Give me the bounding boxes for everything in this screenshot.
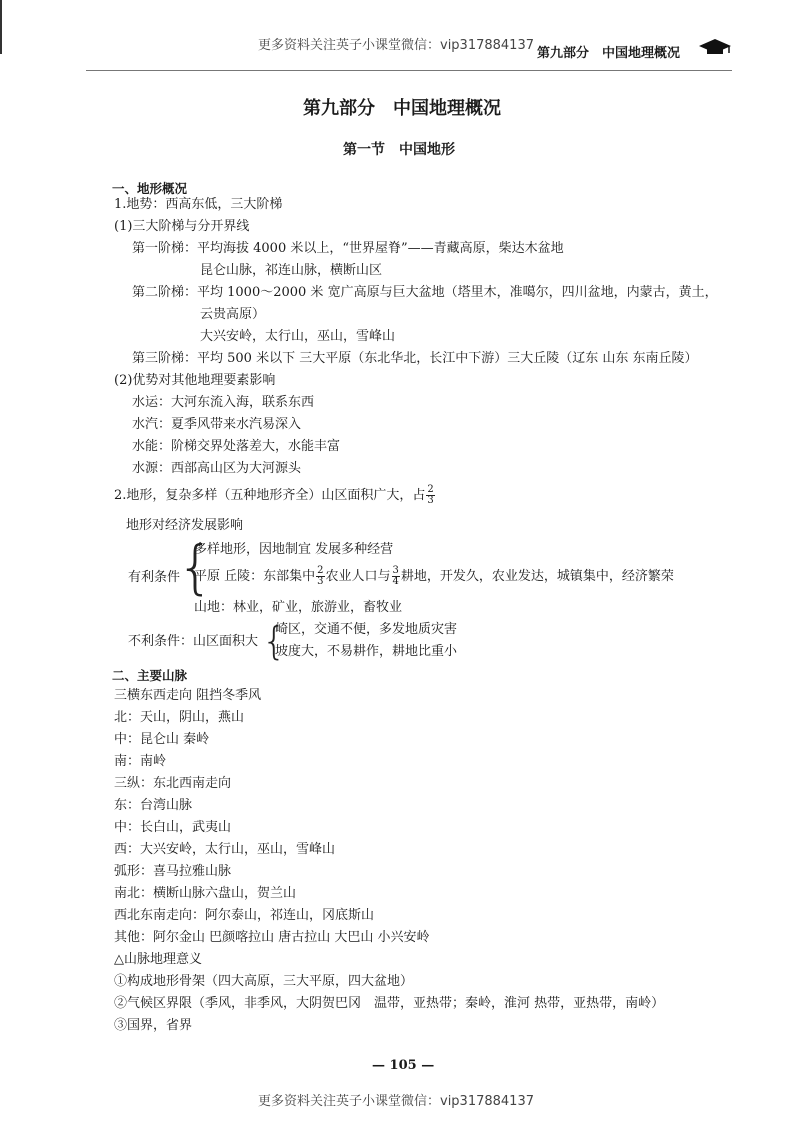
text-line: 三横东西走向 阻挡冬季风 <box>114 688 262 703</box>
text-line: 1.地势：西高东低，三大阶梯 <box>114 197 283 212</box>
scan-edge-line <box>0 0 2 54</box>
page-number: — 105 — <box>372 1058 435 1073</box>
text-line: 北：天山，阴山，燕山 <box>114 710 245 725</box>
text-line: 西北东南走向：阿尔泰山，祁连山，冈底斯山 <box>114 908 375 923</box>
text-line: 多样地形，因地制宜 发展多种经营 <box>194 542 394 557</box>
text-line: 坡度大，不易耕作，耕地比重小 <box>275 644 458 659</box>
text-segment: 耕地，开发久，农业发达，城镇集中，经济繁荣 <box>400 569 674 584</box>
text-line-with-fraction <box>114 485 436 506</box>
advantage-label: 有利条件 <box>128 570 181 585</box>
text-line: 弧形：喜马拉雅山脉 <box>114 864 232 879</box>
fraction-denominator: 3 <box>427 495 434 506</box>
text-line: △山脉地理意义 <box>114 952 202 967</box>
running-title: 第九部分 中国地理概况 <box>537 46 681 61</box>
fraction-numerator: 3 <box>392 565 399 576</box>
heading-mountains: 二、主要山脉 <box>112 668 188 683</box>
fraction-denominator: 3 <box>317 576 324 587</box>
text-line: 地形对经济发展影响 <box>126 518 244 533</box>
text-line: 第三阶梯：平均 500 米以下 三大平原（东北华北，长江中下游）三大丘陵（辽东 山东 东南丘陵） <box>132 351 698 366</box>
text-line: 中：长白山，武夷山 <box>114 820 232 835</box>
text-line: 第二阶梯：平均 1000～2000 米 宽广高原与巨大盆地（塔里木，准噶尔，四川盆地，内蒙古，黄土， <box>132 285 718 300</box>
text-line: 云贵高原） <box>200 307 266 322</box>
text-line: 水能：阶梯交界处落差大，水能丰富 <box>132 439 341 454</box>
text-line: 大兴安岭，太行山，巫山，雪峰山 <box>200 329 396 344</box>
text-line: 南北：横断山脉六盘山，贺兰山 <box>114 886 297 901</box>
fraction-numerator: 2 <box>317 565 324 576</box>
page-title: 第九部分 中国地理概况 <box>303 98 501 119</box>
text-line: 西：大兴安岭，太行山，巫山，雪峰山 <box>114 842 336 857</box>
fraction <box>392 566 400 587</box>
header-watermark: 更多资料关注英子小课堂微信：vip317884137 <box>258 38 534 53</box>
heading-terrain-overview: 一、地形概况 <box>112 181 188 196</box>
text-line: 中：昆仑山 秦岭 <box>114 732 210 747</box>
fraction <box>316 566 324 587</box>
text-line: ①构成地形骨架（四大高原，三大平原，四大盆地） <box>114 974 414 989</box>
text-line: 东：台湾山脉 <box>114 798 193 813</box>
fraction-numerator: 2 <box>427 484 434 495</box>
text-line: 昆仑山脉，祁连山脉，横断山区 <box>200 263 383 278</box>
disadvantage-label: 不利条件：山区面积大 <box>128 634 259 649</box>
fraction-denominator: 4 <box>392 576 399 587</box>
text-line: 崎区，交通不便，多发地质灾害 <box>275 622 458 637</box>
text-segment: 平原 丘陵：东部集中 <box>194 569 316 584</box>
text-segment: 农业人口与 <box>325 569 391 584</box>
text-line: ②气候区界限（季风，非季风，大阴贺巴冈 温带，亚热带；秦岭，淮河 热带，亚热带，南岭） <box>114 996 665 1011</box>
graduation-cap-icon <box>698 38 732 56</box>
text-line-with-fraction <box>194 566 674 587</box>
text-line: (1)三大阶梯与分开界线 <box>114 219 250 234</box>
curly-brace-icon: { <box>177 533 214 601</box>
text-line: 三纵：东北西南走向 <box>114 776 232 791</box>
footer-watermark: 更多资料关注英子小课堂微信：vip317884137 <box>258 1094 534 1109</box>
fraction <box>426 485 434 506</box>
text-line: 南：南岭 <box>114 754 167 769</box>
text-segment: 2.地形，复杂多样（五种地形齐全）山区面积广大，占 <box>114 488 426 503</box>
text-line: (2)优势对其他地理要素影响 <box>114 373 276 388</box>
text-line: 水运：大河东流入海，联系东西 <box>132 395 315 410</box>
text-line: 水源：西部高山区为大河源头 <box>132 461 302 476</box>
curly-brace-icon: { <box>262 619 287 663</box>
text-line: 水汽：夏季风带来水汽易深入 <box>132 417 302 432</box>
text-line: 山地：林业，矿业，旅游业，畜牧业 <box>194 600 403 615</box>
text-line: ③国界，省界 <box>114 1018 193 1033</box>
text-line: 第一阶梯：平均海拔 4000 米以上，“世界屋脊”——青藏高原，柴达木盆地 <box>132 241 564 256</box>
header-rule <box>86 70 732 71</box>
text-line: 其他：阿尔金山 巴颜喀拉山 唐古拉山 大巴山 小兴安岭 <box>114 930 430 945</box>
section-title: 第一节 中国地形 <box>343 142 455 158</box>
